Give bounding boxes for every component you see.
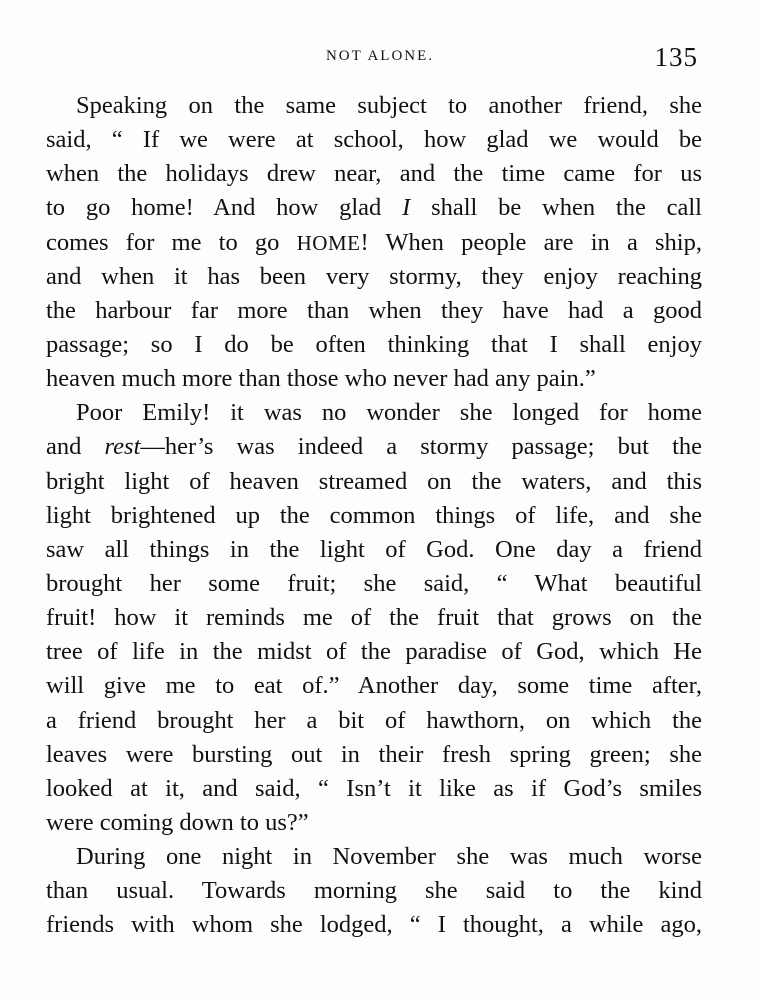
text-line: were coming down to us?”	[46, 808, 309, 836]
text-line: Poor Emily! it was no wonder she longed for home	[76, 399, 702, 427]
text-line: saw all things in the light of God. One day a friend	[46, 535, 702, 563]
text-line: a friend brought her a bit of hawthorn, on which the	[46, 706, 702, 734]
text-line: comes for me to go HOME! When people are in a ship,	[46, 228, 702, 256]
text-line: and when it has been very stormy, they enjoy reaching	[46, 262, 702, 290]
text-line: and rest—her’s was indeed a stormy passage; but the	[46, 433, 703, 461]
text-line: looked at it, and said, “ Isn’t it like as if God’s smiles	[46, 774, 702, 802]
text-line: leaves were bursting out in their fresh spring green; she	[46, 740, 702, 768]
text-line: brought her some fruit; she said, “ What beautiful	[46, 569, 702, 597]
text-line: light brightened up the common things of life, and she	[46, 501, 702, 529]
running-title: NOT ALONE.	[325, 48, 435, 64]
text-line: when the holidays drew near, and the time came for us	[46, 160, 702, 188]
italic-word: rest	[104, 433, 141, 461]
page-number: 135	[654, 42, 698, 72]
text-line: bright light of heaven streamed on the waters, and this	[46, 467, 702, 495]
text-line: said, “ If we were at school, how glad we would be	[46, 126, 702, 154]
text-line: During one night in November she was much worse	[76, 843, 702, 871]
italic-word: I	[402, 194, 411, 222]
text-line: Speaking on the same subject to another friend, she	[76, 92, 702, 119]
text-line: will give me to eat of.” Another day, some time after,	[46, 672, 702, 700]
running-head	[0, 44, 760, 74]
text-line: the harbour far more than when they have had a good	[46, 296, 702, 324]
text-line: friends with whom she lodged, “ I thought, a while ago,	[46, 911, 702, 939]
text-line: to go home! And how glad I shall be when the call	[46, 194, 702, 222]
body-text	[46, 89, 702, 943]
text-line: passage; so I do be often thinking that I shall enjoy	[46, 330, 702, 358]
text-line: tree of life in the midst of the paradise of God, which He	[46, 638, 702, 666]
text-line: fruit! how it reminds me of the fruit that grows on the	[46, 604, 702, 632]
text-line: heaven much more than those who never had any pain.”	[46, 365, 596, 393]
small-caps-word: HOME	[296, 230, 361, 255]
text-line: than usual. Towards morning she said to the kind	[46, 877, 702, 905]
